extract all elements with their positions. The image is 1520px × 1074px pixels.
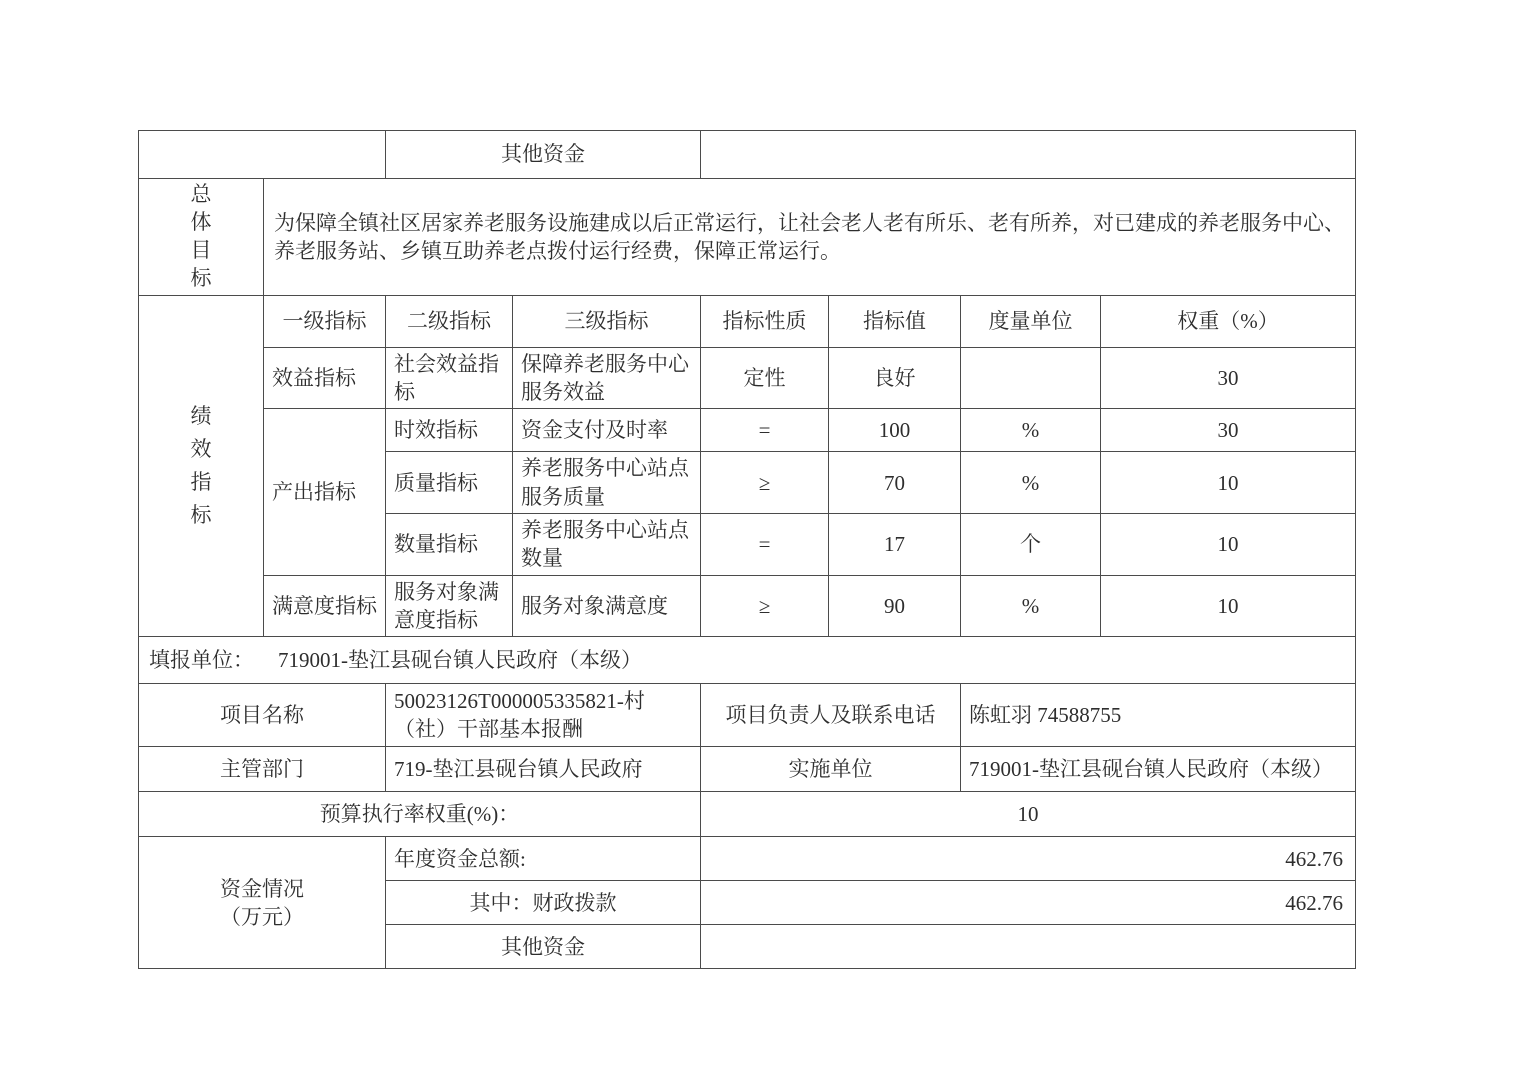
timeliness-level2: 时效指标 bbox=[386, 409, 513, 452]
filing-unit-label: 填报单位： bbox=[149, 648, 254, 673]
filing-unit-cell bbox=[139, 637, 1356, 684]
satisfaction-unit: % bbox=[961, 575, 1101, 637]
satisfaction-level2: 服务对象满意度指标 bbox=[386, 575, 513, 637]
quantity-value: 17 bbox=[829, 514, 961, 576]
budget-weight-value: 10 bbox=[701, 792, 1356, 837]
benefit-value: 良好 bbox=[829, 347, 961, 409]
filing-unit-row bbox=[139, 637, 1356, 684]
dept-label: 主管部门 bbox=[139, 747, 386, 792]
output-level1: 产出指标 bbox=[264, 409, 386, 575]
project-manager-value: 陈虹羽 74588755 bbox=[961, 684, 1356, 747]
quantity-unit: 个 bbox=[961, 514, 1101, 576]
benefit-nature: 定性 bbox=[701, 347, 829, 409]
funds-other-label: 其他资金 bbox=[386, 925, 701, 969]
project-name-value: 50023126T000005335821-村（社）干部基本报酬 bbox=[386, 684, 701, 747]
header-weight: 权重（%） bbox=[1101, 295, 1356, 347]
overall-goal-text: 为保障全镇社区居家养老服务设施建成以后正常运行，让社会老人老有所乐、老有所养，对已建成的养老服务中心、养老服务站、乡镇互助养老点拨付运行经费，保障正常运行。 bbox=[264, 179, 1356, 296]
funds-other-value bbox=[701, 925, 1356, 969]
timeliness-value: 100 bbox=[829, 409, 961, 452]
quality-level2: 质量指标 bbox=[386, 452, 513, 514]
funds-fiscal-label: 其中：财政拨款 bbox=[386, 881, 701, 925]
quantity-level3: 养老服务中心站点数量 bbox=[513, 514, 701, 576]
overall-goal-row bbox=[139, 179, 1356, 296]
department-row bbox=[139, 747, 1356, 792]
funds-group-label-line1: 资金情况 bbox=[220, 876, 304, 901]
quantity-level2: 数量指标 bbox=[386, 514, 513, 576]
header-unit: 度量单位 bbox=[961, 295, 1101, 347]
timeliness-weight: 30 bbox=[1101, 409, 1356, 452]
timeliness-unit: % bbox=[961, 409, 1101, 452]
funds-total-value: 462.76 bbox=[701, 837, 1356, 881]
indicator-row-benefit bbox=[139, 347, 1356, 409]
impl-value: 719001-垫江县砚台镇人民政府（本级） bbox=[961, 747, 1356, 792]
carryover-other-funds-label: 其他资金 bbox=[386, 131, 701, 179]
project-manager-label: 项目负责人及联系电话 bbox=[701, 684, 961, 747]
overall-goal-label: 总体目标 bbox=[190, 182, 212, 290]
performance-indicator-group-label: 绩效指标 bbox=[190, 403, 212, 528]
quantity-nature: = bbox=[701, 514, 829, 576]
benefit-level2: 社会效益指标 bbox=[386, 347, 513, 409]
impl-label: 实施单位 bbox=[701, 747, 961, 792]
header-nature: 指标性质 bbox=[701, 295, 829, 347]
satisfaction-level1: 满意度指标 bbox=[264, 575, 386, 637]
satisfaction-level3: 服务对象满意度 bbox=[513, 575, 701, 637]
header-level3: 三级指标 bbox=[513, 295, 701, 347]
indicator-row-timeliness bbox=[139, 409, 1356, 452]
project-name-label: 项目名称 bbox=[139, 684, 386, 747]
timeliness-nature: = bbox=[701, 409, 829, 452]
budget-weight-row bbox=[139, 792, 1356, 837]
carryover-empty-left bbox=[139, 131, 386, 179]
quality-nature: ≥ bbox=[701, 452, 829, 514]
indicator-header-row bbox=[139, 295, 1356, 347]
funds-total-row bbox=[139, 837, 1356, 881]
satisfaction-weight: 10 bbox=[1101, 575, 1356, 637]
quality-value: 70 bbox=[829, 452, 961, 514]
satisfaction-value: 90 bbox=[829, 575, 961, 637]
budget-weight-label: 预算执行率权重(%)： bbox=[139, 792, 701, 837]
funds-total-label: 年度资金总额: bbox=[386, 837, 701, 881]
quality-level3: 养老服务中心站点服务质量 bbox=[513, 452, 701, 514]
benefit-weight: 30 bbox=[1101, 347, 1356, 409]
indicator-row-satisfaction bbox=[139, 575, 1356, 637]
header-level1: 一级指标 bbox=[264, 295, 386, 347]
quality-weight: 10 bbox=[1101, 452, 1356, 514]
funds-group-cell bbox=[139, 837, 386, 969]
quantity-weight: 10 bbox=[1101, 514, 1356, 576]
funds-fiscal-value: 462.76 bbox=[701, 881, 1356, 925]
timeliness-level3: 资金支付及时率 bbox=[513, 409, 701, 452]
benefit-level3: 保障养老服务中心服务效益 bbox=[513, 347, 701, 409]
carryover-empty-right bbox=[701, 131, 1356, 179]
overall-goal-label-cell bbox=[139, 179, 264, 296]
quality-unit: % bbox=[961, 452, 1101, 514]
benefit-unit bbox=[961, 347, 1101, 409]
project-name-row bbox=[139, 684, 1356, 747]
funds-group-label-line2: （万元） bbox=[220, 904, 304, 929]
performance-indicator-group-cell bbox=[139, 295, 264, 637]
benefit-level1: 效益指标 bbox=[264, 347, 386, 409]
filing-unit-value: 719001-垫江县砚台镇人民政府（本级） bbox=[278, 648, 642, 673]
header-value: 指标值 bbox=[829, 295, 961, 347]
satisfaction-nature: ≥ bbox=[701, 575, 829, 637]
performance-indicator-table bbox=[138, 130, 1356, 969]
carryover-row bbox=[139, 131, 1356, 179]
header-level2: 二级指标 bbox=[386, 295, 513, 347]
dept-value: 719-垫江县砚台镇人民政府 bbox=[386, 747, 701, 792]
